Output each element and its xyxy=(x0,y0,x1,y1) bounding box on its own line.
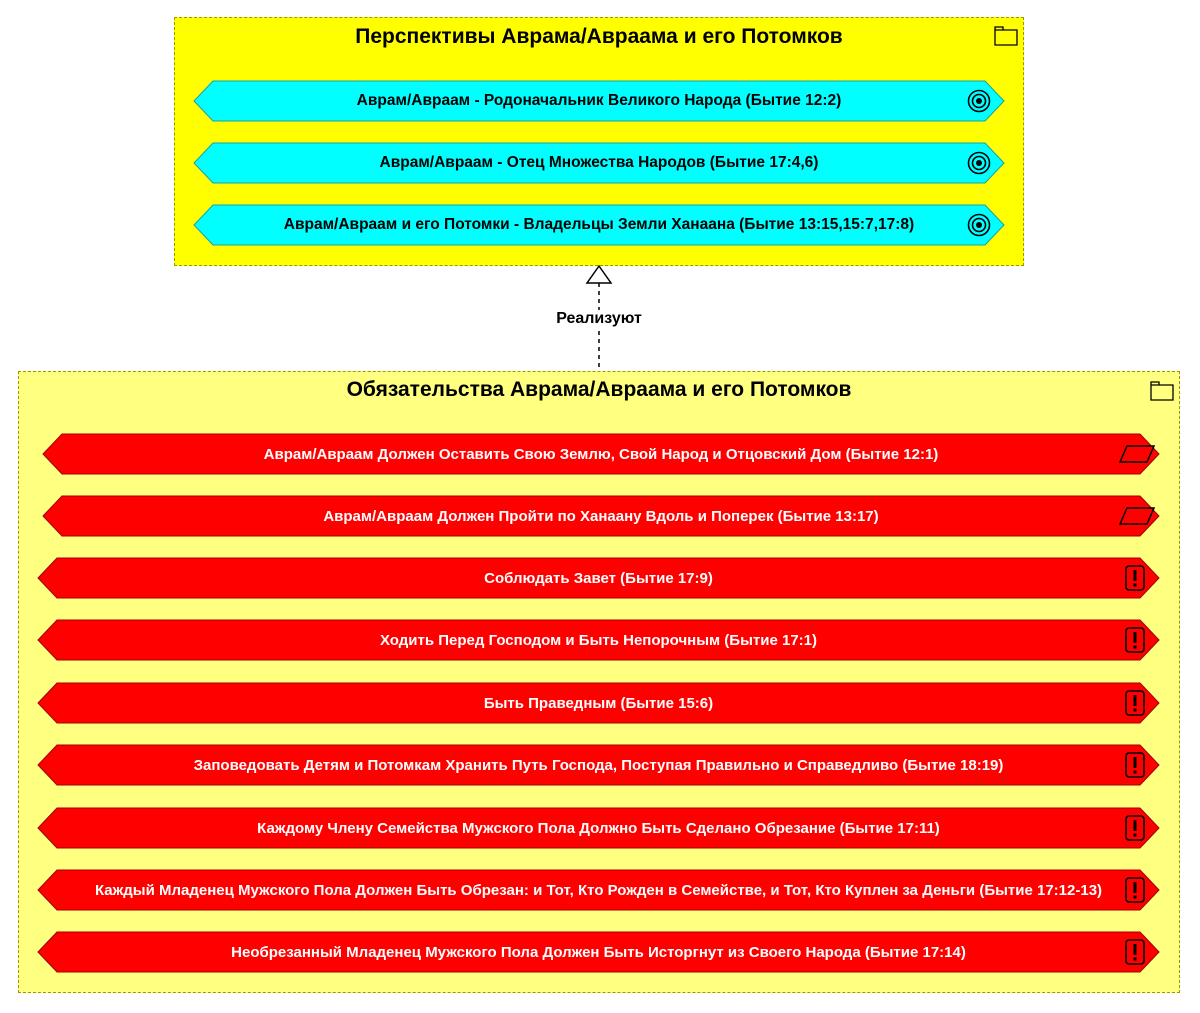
exclamation-icon xyxy=(1124,938,1146,966)
exclamation-icon xyxy=(1124,626,1146,654)
requirement-label: Быть Праведным (Бытие 15:6) xyxy=(483,694,714,712)
requirement-element[interactable] xyxy=(37,557,1160,599)
goal-label: Аврам/Авраам - Отец Множества Народов (Бытие 17:4,6) xyxy=(379,154,819,171)
goal-element[interactable] xyxy=(193,80,1005,122)
target-icon xyxy=(967,151,991,175)
requirement-label: Аврам/Авраам Должен Пройти по Ханаану Вдоль и Поперек (Бытие 13:17) xyxy=(323,507,879,525)
requirement-element[interactable] xyxy=(37,744,1160,786)
requirement-element[interactable] xyxy=(42,495,1160,537)
requirement-label: Аврам/Авраам Должен Оставить Свою Землю, Свой Народ и Отцовский Дом (Бытие 12:1) xyxy=(263,445,939,463)
requirement-element[interactable] xyxy=(37,869,1160,911)
requirement-label: Каждый Младенец Мужского Пола Должен Быть Обрезан: и Тот, Кто Рожден в Семействе, и Тот, Кто Куплен за Деньги (Бытие 17:12-13) xyxy=(94,881,1103,899)
goal-element[interactable] xyxy=(193,204,1005,246)
goal-label: Аврам/Авраам и его Потомки - Владельцы Земли Ханаана (Бытие 13:15,15:7,17:8) xyxy=(283,216,915,233)
exclamation-icon xyxy=(1124,564,1146,592)
exclamation-icon xyxy=(1124,751,1146,779)
obligations-group-title: Обязательства Аврама/Авраама и его Потомков xyxy=(346,378,852,401)
target-icon xyxy=(967,213,991,237)
requirement-label: Соблюдать Завет (Бытие 17:9) xyxy=(484,569,713,587)
requirement-element[interactable] xyxy=(37,619,1160,661)
exclamation-icon xyxy=(1124,689,1146,717)
requirement-label: Необрезанный Младенец Мужского Пола Должен Быть Исторгнут из Своего Народа (Бытие 17:14) xyxy=(231,943,966,961)
requirement-element[interactable] xyxy=(37,682,1160,724)
requirement-element[interactable] xyxy=(37,807,1160,849)
requirement-element[interactable] xyxy=(37,931,1160,973)
goal-element[interactable] xyxy=(193,142,1005,184)
exclamation-icon xyxy=(1124,876,1146,904)
requirement-label: Каждому Члену Семейства Мужского Пола Должно Быть Сделано Обрезание (Бытие 17:11) xyxy=(257,819,940,837)
perspectives-group-title: Перспективы Аврама/Авраама и его Потомков xyxy=(355,25,843,48)
parallelogram-icon xyxy=(1118,444,1156,464)
exclamation-icon xyxy=(1124,814,1146,842)
requirement-label: Заповедовать Детям и Потомкам Хранить Путь Господа, Поступая Правильно и Справедливо (Бытие 18:19) xyxy=(193,756,1004,774)
relation-label: Реализуют xyxy=(540,310,658,328)
goal-label: Аврам/Авраам - Родоначальник Великого Народа (Бытие 12:2) xyxy=(356,92,842,109)
parallelogram-icon xyxy=(1118,506,1156,526)
target-icon xyxy=(967,89,991,113)
requirement-element[interactable] xyxy=(42,433,1160,475)
requirement-label: Ходить Перед Господом и Быть Непорочным (Бытие 17:1) xyxy=(380,631,817,649)
